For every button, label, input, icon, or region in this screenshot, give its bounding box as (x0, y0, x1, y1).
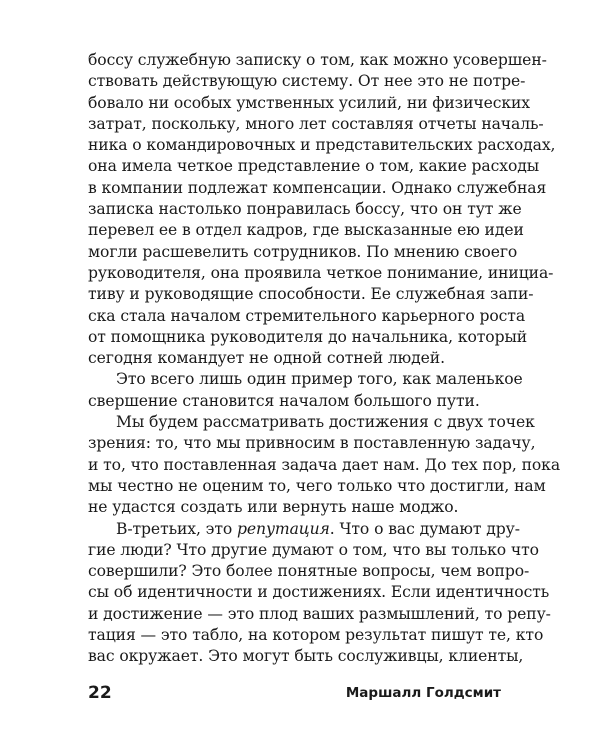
text-line: в компании подлежат компенсации. Однако служебная (88, 178, 547, 197)
text-line: сы об идентичности и достижениях. Если идентичность (88, 583, 550, 602)
text-line: от помощника руководителя до начальника, который (88, 327, 528, 346)
text-line: перевел ее в отдел кадров, где высказанные ею идеи (88, 221, 524, 240)
paragraph (88, 519, 551, 668)
text-line: мы честно не оценим то, чего только что достигли, нам (88, 476, 546, 495)
paragraph (88, 412, 561, 518)
page-number: 22 (88, 683, 112, 703)
text-line: совершили? Это более понятные вопросы, чем вопро- (88, 562, 530, 581)
text-line: записка настолько понравилась боссу, что он тут же (88, 200, 522, 219)
text-line: не удастся создать или вернуть наше моджо. (88, 498, 459, 517)
text-line (88, 519, 520, 540)
text-line: тиву и руководящие способности. Ее служебная запи- (88, 285, 534, 304)
text-line: ствовать действующую систему. От нее это не потре- (88, 72, 526, 91)
emphasis-term: репутация (237, 519, 330, 538)
text-run: . Что о вас думают дру- (329, 519, 520, 538)
running-title: Маршалл Голдсмит (345, 685, 501, 701)
paragraph (88, 369, 523, 412)
text-line: ника о командировочных и представительских расходах, (88, 136, 556, 155)
text-line: боссу служебную записку о том, как можно усовершен- (88, 51, 547, 69)
text-line: Мы будем рассматривать достижения с двух точек (116, 413, 535, 432)
text-line: и достижение — это плод ваших размышлений, то репу- (88, 604, 551, 623)
paragraph (88, 50, 556, 369)
text-line: бовало ни особых умственных усилий, ни физических (88, 93, 530, 112)
text-line: она имела четкое представление о том, какие расходы (88, 157, 540, 176)
text-line: могли расшевелить сотрудников. По мнению своего (88, 242, 518, 261)
text-line: и то, что поставленная задача дает нам. До тех пор, пока (88, 455, 561, 474)
text-line: вас окружает. Это могут быть сослуживцы, клиенты, (88, 647, 524, 666)
text-line: сегодня командует не одной сотней людей. (88, 349, 445, 368)
body-text (88, 50, 561, 668)
text-line: руководителя, она проявила четкое понимание, инициа- (88, 263, 554, 282)
text-line: тация — это табло, на котором результат пишут те, кто (88, 626, 544, 645)
text-line: Это всего лишь один пример того, как маленькое (116, 370, 523, 389)
text-line: затрат, поскольку, много лет составляя отчеты началь- (88, 114, 544, 133)
text-line: свершение становится началом большого пути. (88, 391, 480, 410)
text-line: гие люди? Что другие думают о том, что вы только что (88, 540, 539, 559)
text-line: ска стала началом стремительного карьерного роста (88, 306, 526, 325)
text-line: зрения: то, что мы привносим в поставленную задачу, (88, 434, 536, 453)
text-run: В-третьих, это (116, 519, 237, 538)
page-footer (88, 683, 501, 707)
